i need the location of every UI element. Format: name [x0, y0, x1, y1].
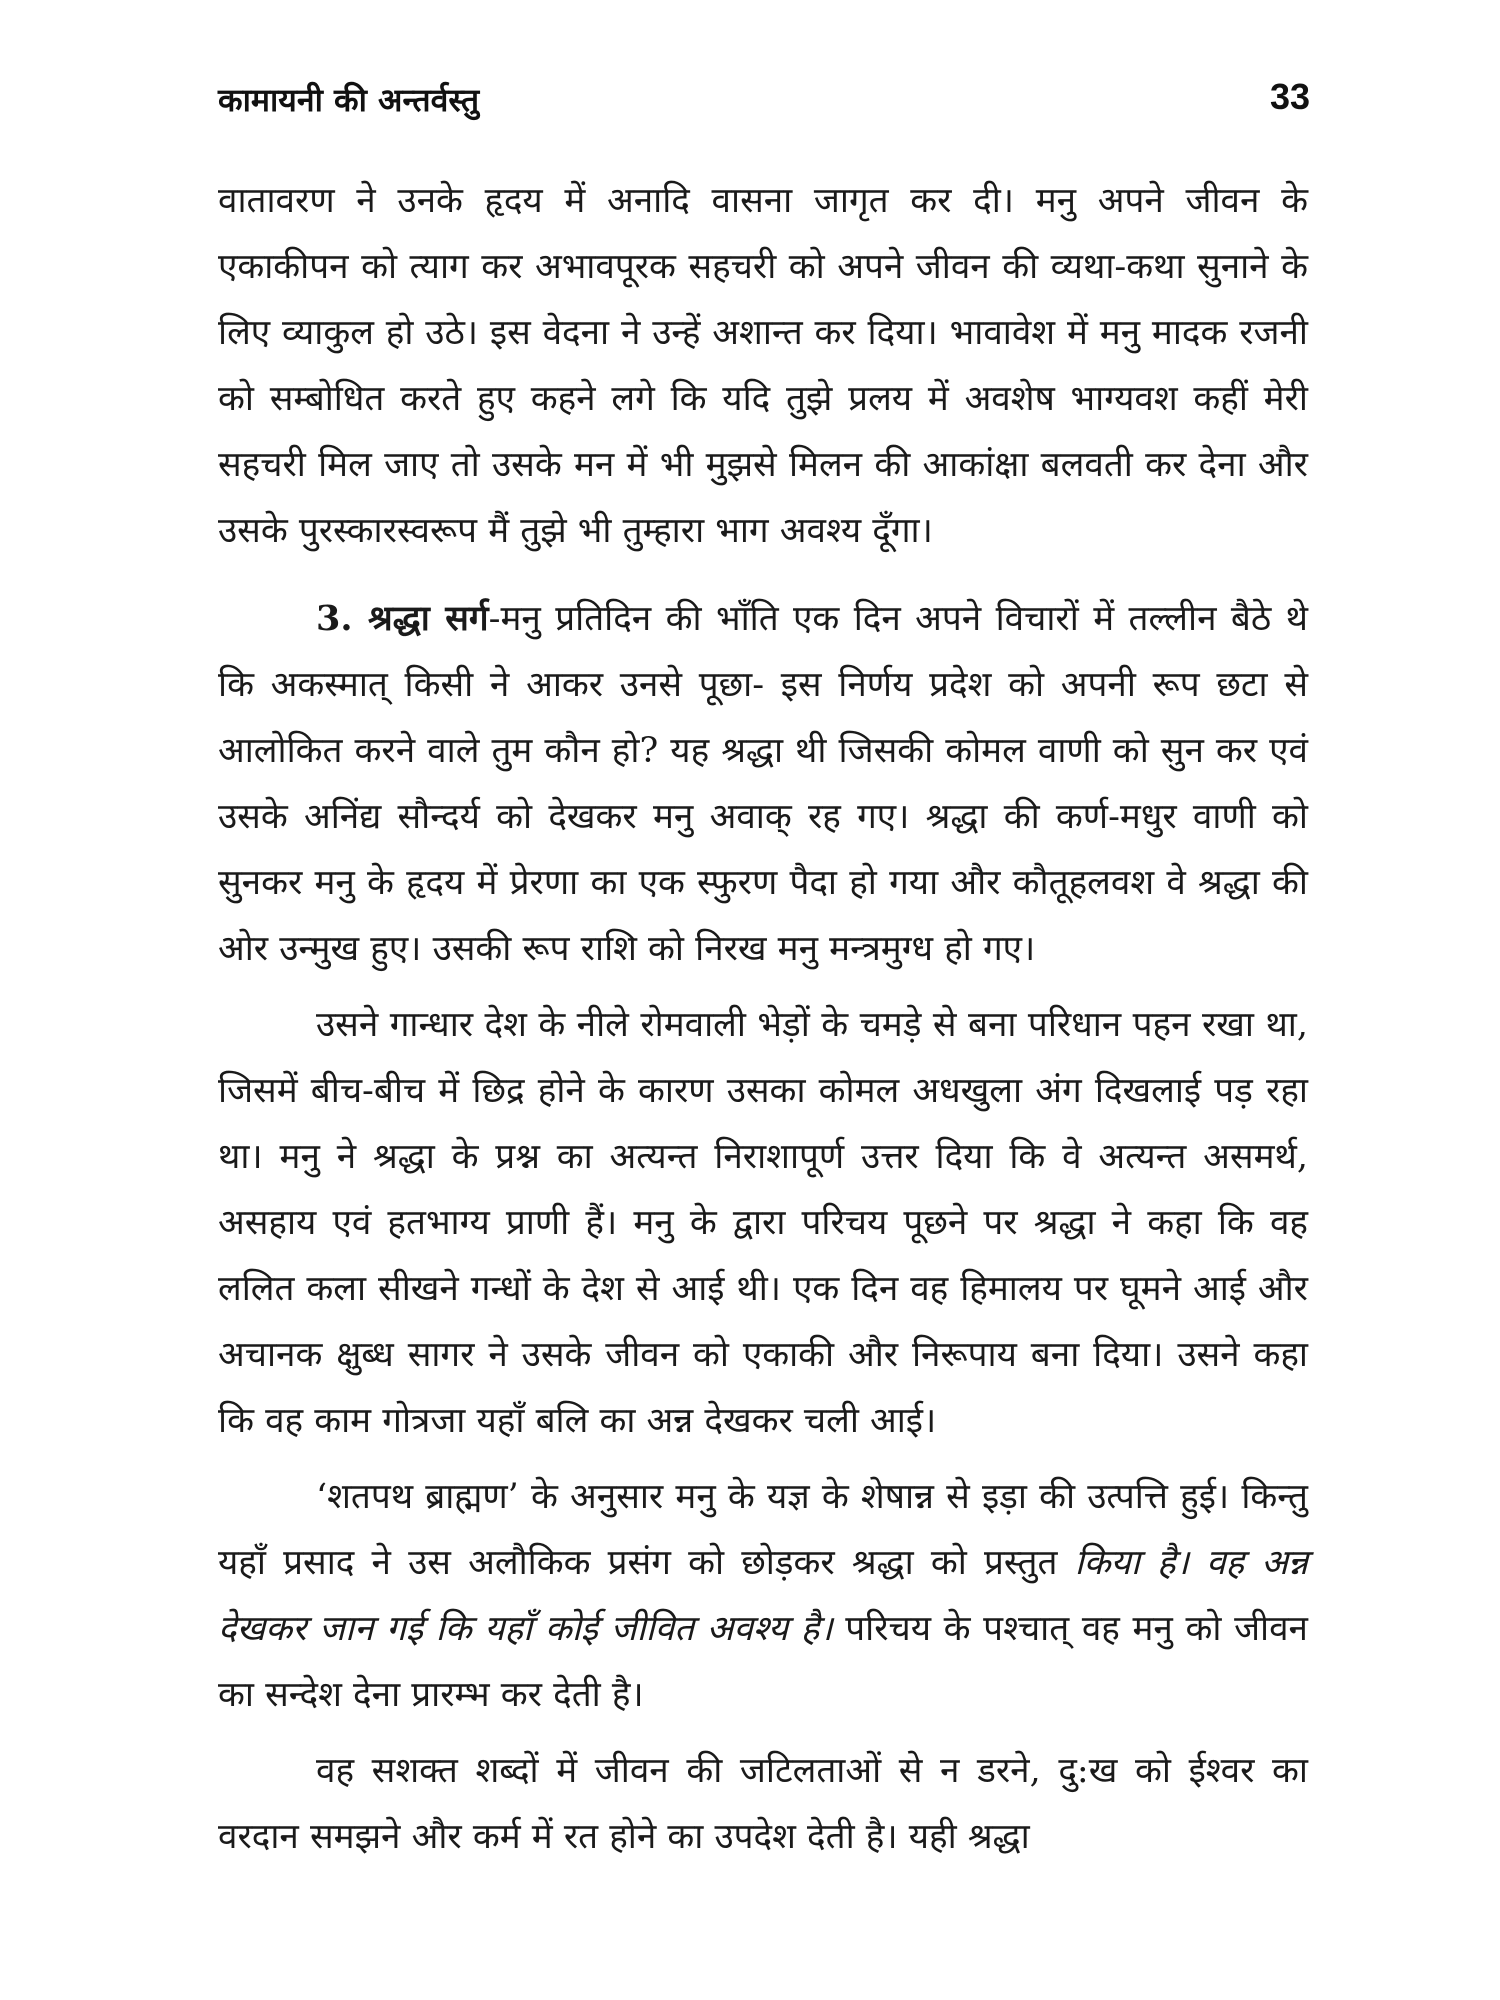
page-number: 33	[1269, 76, 1310, 117]
paragraph-4-italic: किया है। वह अन्न देखकर जान गई कि यहाँ कोई जीवित अवश्य है।	[218, 1543, 1308, 1649]
paragraph-2	[218, 586, 1308, 982]
paragraph-5: वह सशक्त शब्दों में जीवन की जटिलताओं से न डरने, दु:ख को ईश्वर का वरदान समझने और कर्म में रत होने का उपदेश देती है। यही श्रद्धा	[218, 1751, 1308, 1857]
running-head-title: कामायनी की अन्तर्वस्तु	[218, 81, 480, 119]
paragraph-4-end: परिचय के पश्चात् वह मनु को जीवन का सन्देश देना प्रारम्भ कर देती है।	[218, 1609, 1308, 1715]
section-heading-shraddha-sarg: 3. श्रद्धा सर्ग	[316, 598, 489, 639]
body-text	[218, 168, 1308, 1870]
paragraph-3: उसने गान्धार देश के नीले रोमवाली भेड़ों के चमड़े से बना परिधान पहन रखा था, जिसमें बीच-बीच में छिद्र होने के कारण उसका कोमल अधखुला अंग दिखलाई पड़ रहा था। मनु ने श्रद्धा के प्रश्न का अत्यन्त निराशापूर्ण उत्तर दिया कि वे अत्यन्त असमर्थ, असहाय एवं हतभाग्य प्राणी हैं। मनु के द्वारा परिचय पूछने पर श्रद्धा ने कहा कि वह ललित कला सीखने गन्धों के देश से आई थी। एक दिन वह हिमालय पर घूमने आई और अचानक क्षुब्ध सागर ने उसके जीवन को एकाकी और निरूपाय बना दिया। उसने कहा कि वह काम गोत्रजा यहाँ बलि का अन्न देखकर चली आई।	[218, 1005, 1308, 1441]
paragraph-1: वातावरण ने उनके हृदय में अनादि वासना जागृत कर दी। मनु अपने जीवन के एकाकीपन को त्याग कर अभावपूरक सहचरी को अपने जीवन की व्यथा-कथा सुनाने के लिए व्याकुल हो उठे। इस वेदना ने उन्हें अशान्त कर दिया। भावावेश में मनु मादक रजनी को सम्बोधित करते हुए कहने लगे कि यदि तुझे प्रलय में अवशेष भाग्यवश कहीं मेरी सहचरी मिल जाए तो उसके मन में भी मुझसे मिलन की आकांक्षा बलवती कर देना और उसके पुरस्कारस्वरूप मैं तुझे भी तुम्हारा भाग अवश्य दूँगा।	[218, 181, 1308, 551]
paragraph-4-start: ‘शतपथ ब्राह्मण’ के अनुसार मनु के यज्ञ के शेषान्न से इड़ा की उत्पत्ति हुई। किन्तु यहाँ प्रसाद ने उस अलौकिक प्रसंग को छोड़कर श्रद्धा को प्रस्तुत	[218, 1477, 1308, 1583]
paragraph-4	[218, 1464, 1308, 1728]
paragraph-2-text: -मनु प्रतिदिन की भाँति एक दिन अपने विचारों में तल्लीन बैठे थे कि अकस्मात् किसी ने आकर उनसे पूछा- इस निर्णय प्रदेश को अपनी रूप छटा से आलोकित करने वाले तुम कौन हो? यह श्रद्धा थी जिसकी कोमल वाणी को सुन कर एवं उसके अनिंद्य सौन्दर्य को देखकर मनु अवाक् रह गए। श्रद्धा की कर्ण-मधुर वाणी को सुनकर मनु के हृदय में प्रेरणा का एक स्फुरण पैदा हो गया और कौतूहलवश वे श्रद्धा की ओर उन्मुख हुए। उसकी रूप राशि को निरख मनु मन्त्रमुग्ध हो गए।	[218, 599, 1308, 969]
